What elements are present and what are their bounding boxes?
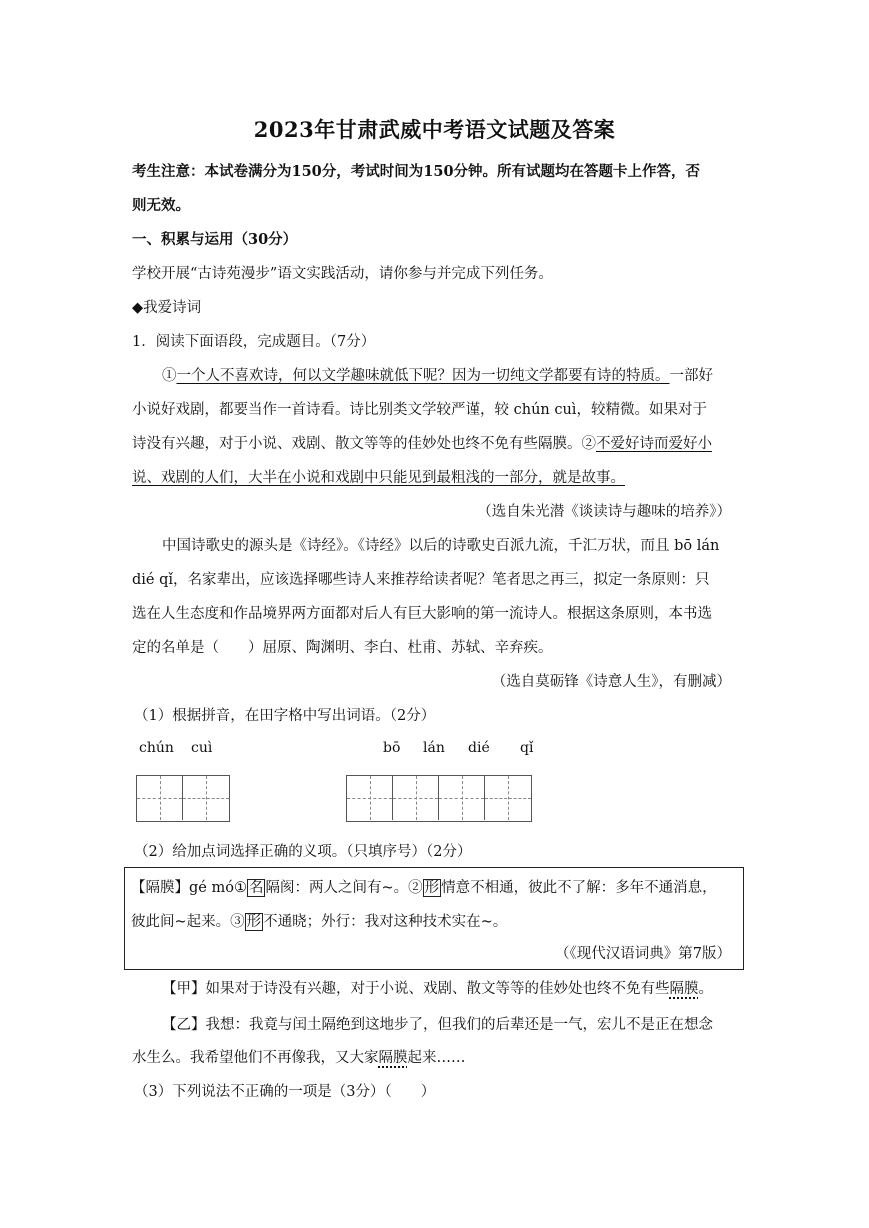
entry-head: 【隔膜】gé mó①: [131, 880, 247, 896]
definition: 彼此间~起来。③: [131, 914, 245, 930]
tianzige-cell[interactable]: [439, 776, 485, 820]
passage1-line-3: [132, 432, 712, 453]
dotted-word: 隔膜: [378, 1050, 408, 1066]
page-title: 2023年甘肃武威中考语文试题及答案: [253, 117, 616, 142]
definition: 不通晓；外行：我对这种技术实在~。: [263, 914, 508, 930]
dictionary-entry-box: [124, 867, 744, 970]
passage1-line-4: 说、戏剧的人们，大半在小说和戏剧中只能见到最粗浅的一部分，就是故事。: [132, 470, 625, 486]
example-text: 水生么。我希望他们不再像我，又大家: [132, 1050, 379, 1066]
passage2-source: （选自莫砺锋《诗意人生》，有删减）: [491, 674, 731, 690]
tianzige-cell[interactable]: [393, 776, 439, 820]
example-yi-line-1: 【乙】我想：我竟与闰土隔绝到这地步了，但我们的后辈还是一气，宏儿不是正在想念: [162, 1017, 713, 1033]
example-jia: [162, 977, 713, 998]
sentence-number: ①: [162, 368, 177, 384]
pos-tag: 形: [424, 880, 440, 896]
passage1-line-2: 小说好戏剧，都要当作一首诗看。诗比别类文学较严谨，较 chún cuì，较精微。如果对于: [132, 402, 707, 418]
example-text: 。: [698, 981, 713, 997]
question-1-2: （2）给加点词选择正确的义项。（只填序号）（2分）: [134, 844, 472, 860]
example-text: 起来……: [407, 1050, 466, 1066]
tianzige-cell[interactable]: [485, 776, 531, 820]
dictionary-source: （《现代汉语词典》第7版）: [555, 946, 731, 962]
tianzige-grid-left: [136, 775, 230, 822]
pinyin-label: chún: [139, 740, 174, 756]
question-1: 1．阅读下面语段，完成题目。（7分）: [132, 334, 376, 350]
example-text: 【甲】如果对于诗没有兴趣，对于小说、戏剧、散文等等的佳妙处也终不免有些: [162, 981, 670, 997]
passage-text: 一部好: [669, 368, 713, 384]
question-1-3: （3）下列说法不正确的一项是（3分）（ ）: [134, 1084, 436, 1100]
passage2-line-2: dié qǐ，名家辈出，应该选择哪些诗人来推荐给读者呢？笔者思之再三，拟定一条原则：只: [132, 572, 710, 588]
definition: 隔阂：两人之间有~。②: [265, 880, 423, 896]
passage1-source: （选自朱光潜《谈读诗与趣味的培养》）: [477, 504, 731, 520]
pinyin-label: lán: [423, 740, 445, 756]
passage-text: 诗没有兴趣，对于小说、戏剧、散文等等的佳妙处也终不免有些隔膜。②: [132, 436, 596, 452]
example-yi-line-2: [132, 1046, 466, 1067]
notice-line-1: 考生注意：本试卷满分为150分，考试时间为150分钟。所有试题均在答题卡上作答，否: [132, 163, 701, 180]
notice-line-2: 则无效。: [132, 197, 190, 214]
passage2-line-4: 定的名单是（ ）屈原、陶渊明、李白、杜甫、苏轼、辛弃疾。: [132, 640, 553, 656]
definition: 情意不相通，彼此不了解：多年不通消息，: [441, 880, 717, 896]
pos-tag: 形: [246, 914, 262, 930]
passage2-line-1: 中国诗歌史的源头是《诗经》。《诗经》以后的诗歌史百派九流，千汇万状，而且 bō lán: [162, 538, 720, 554]
tianzige-cell[interactable]: [137, 776, 183, 820]
pinyin-label: dié: [468, 740, 490, 756]
dictionary-line-2: [131, 910, 507, 931]
passage1-line-1: [162, 364, 713, 385]
section-heading: 一、积累与运用（30分）: [132, 231, 298, 248]
question-1-1: （1）根据拼音，在田字格中写出词语。（2分）: [134, 708, 436, 724]
tianzige-cell[interactable]: [347, 776, 393, 820]
section-intro: 学校开展“古诗苑漫步”语文实践活动，请你参与并完成下列任务。: [132, 266, 553, 282]
underlined-sentence-2: 不爱好诗而爱好小: [596, 436, 712, 452]
pinyin-label: qǐ: [520, 740, 534, 756]
dotted-word: 隔膜: [669, 981, 699, 997]
tianzige-cell[interactable]: [183, 776, 229, 820]
dictionary-line-1: [131, 876, 717, 897]
pinyin-label: cuì: [191, 740, 213, 756]
pinyin-label: bō: [383, 740, 401, 756]
passage2-line-3: 选在人生态度和作品境界两方面都对后人有巨大影响的第一流诗人。根据这条原则，本书选: [132, 606, 712, 622]
pos-tag: 名: [248, 880, 264, 896]
sub-heading: ◆我爱诗词: [132, 300, 202, 316]
underlined-sentence-1: 一个人不喜欢诗，何以文学趣味就低下呢？因为一切纯文学都要有诗的特质。: [176, 368, 670, 384]
tianzige-grid-right: [346, 775, 532, 822]
